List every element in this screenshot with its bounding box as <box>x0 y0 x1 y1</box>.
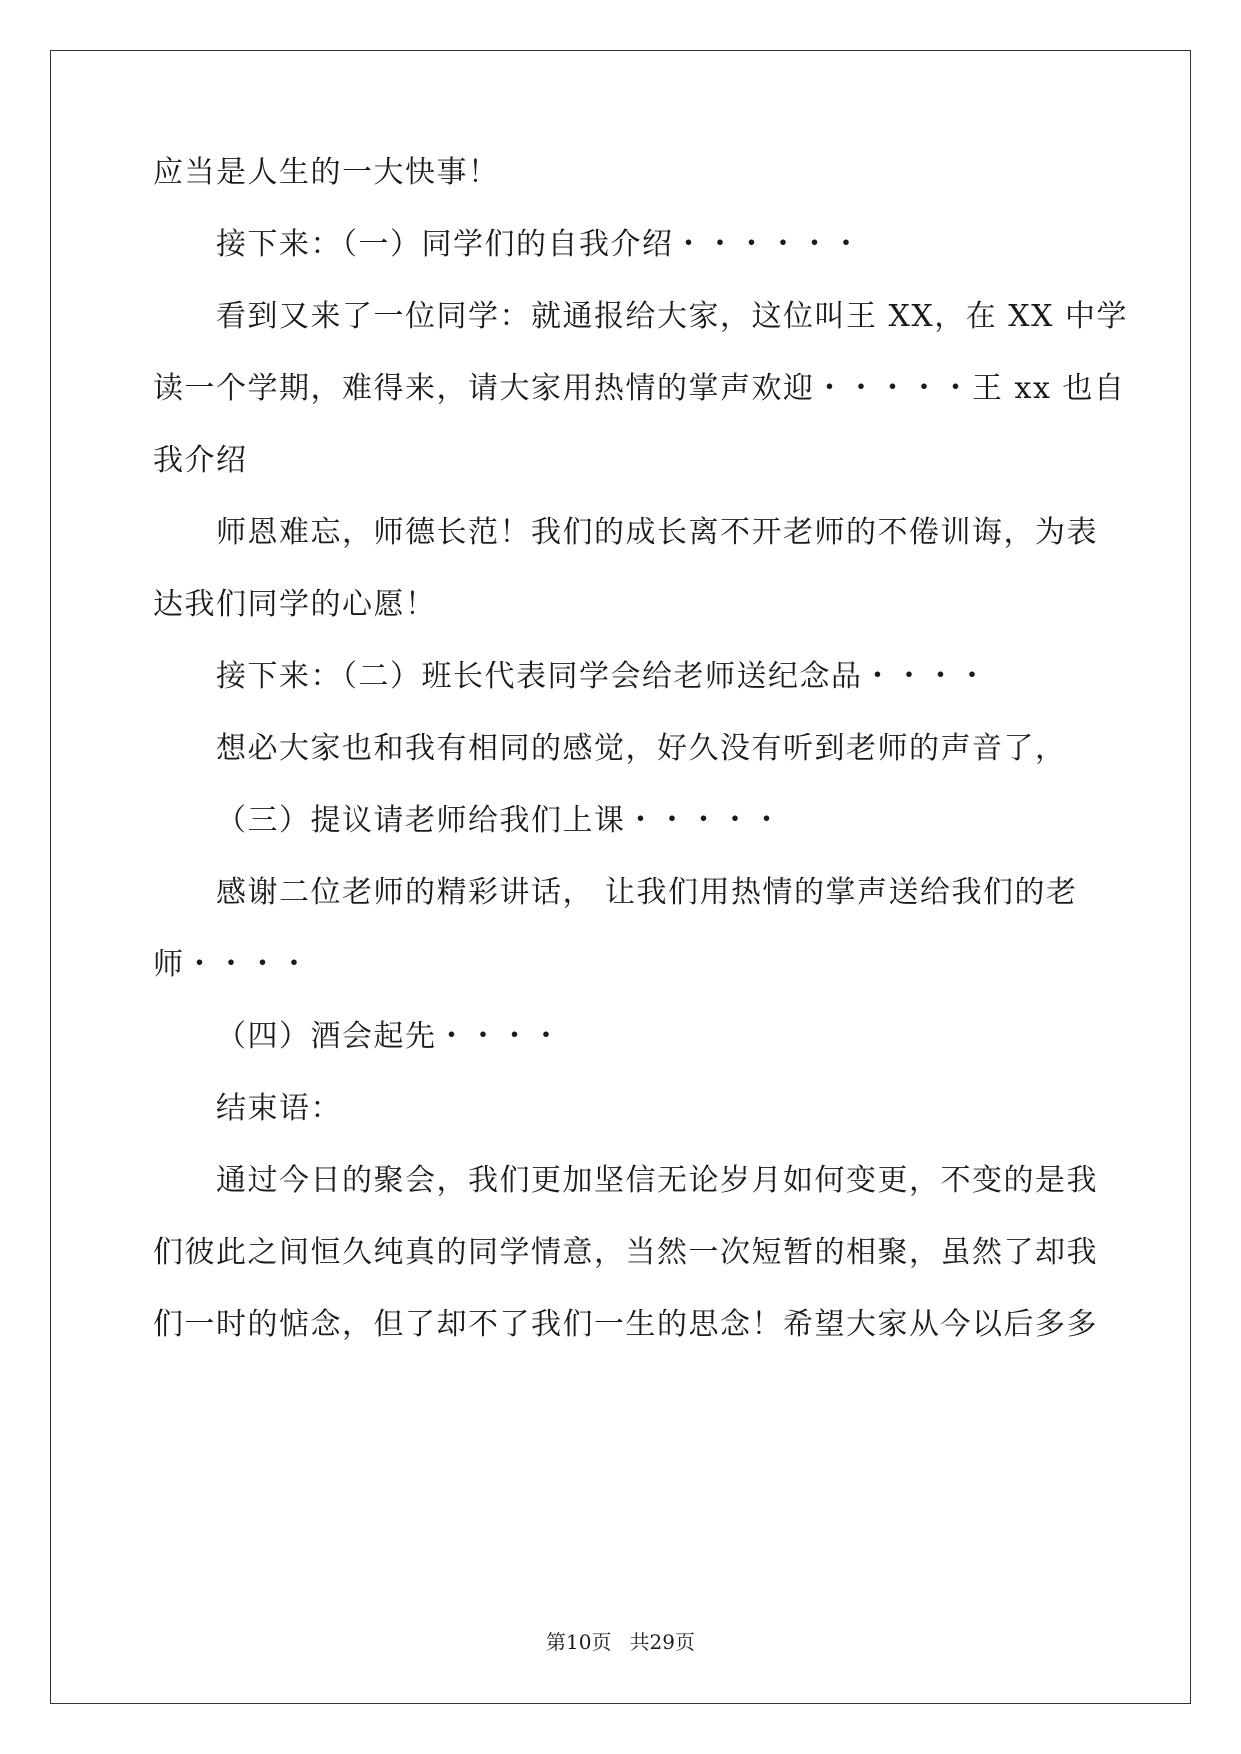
text-line: 们一时的惦念，但了却不了我们一生的思念！希望大家从今以后多多 <box>153 1307 1098 1342</box>
text-line: 读一个学期，难得来，请大家用热情的掌声欢迎・・・・・王 xx 也自 <box>153 371 1126 406</box>
text-line: 看到又来了一位同学：就通报给大家，这位叫王 XX，在 XX 中学 <box>216 299 1129 334</box>
text-line: 接下来：（一）同学们的自我介绍・・・・・・ <box>216 227 863 262</box>
text-line: 达我们同学的心愿！ <box>153 587 437 622</box>
text-line: 通过今日的聚会，我们更加坚信无论岁月如何变更，不变的是我 <box>216 1163 1098 1198</box>
text-line: 接下来：（二）班长代表同学会给老师送纪念品・・・・ <box>216 659 989 694</box>
text-line: （三）提议请老师给我们上课・・・・・ <box>216 803 783 838</box>
page-number: 第10页 <box>546 1630 612 1654</box>
text-line: 想必大家也和我有相同的感觉，好久没有听到老师的声音了， <box>216 731 1067 766</box>
text-line: 师恩难忘，师德长范！我们的成长离不开老师的不倦训诲，为表 <box>216 515 1098 550</box>
page-total: 共29页 <box>629 1630 695 1654</box>
text-line: （四）酒会起先・・・・ <box>216 1019 563 1054</box>
text-line: 我介绍 <box>153 443 248 478</box>
text-line: 应当是人生的一大快事！ <box>153 155 500 190</box>
text-line: 们彼此之间恒久纯真的同学情意，当然一次短暂的相聚，虽然了却我 <box>153 1235 1098 1270</box>
text-line: 结束语： <box>216 1091 342 1126</box>
text-line: 感谢二位老师的精彩讲话， 让我们用热情的掌声送给我们的老 <box>216 875 1078 910</box>
page-footer <box>0 1630 1241 1654</box>
text-line: 师・・・・ <box>153 947 311 982</box>
